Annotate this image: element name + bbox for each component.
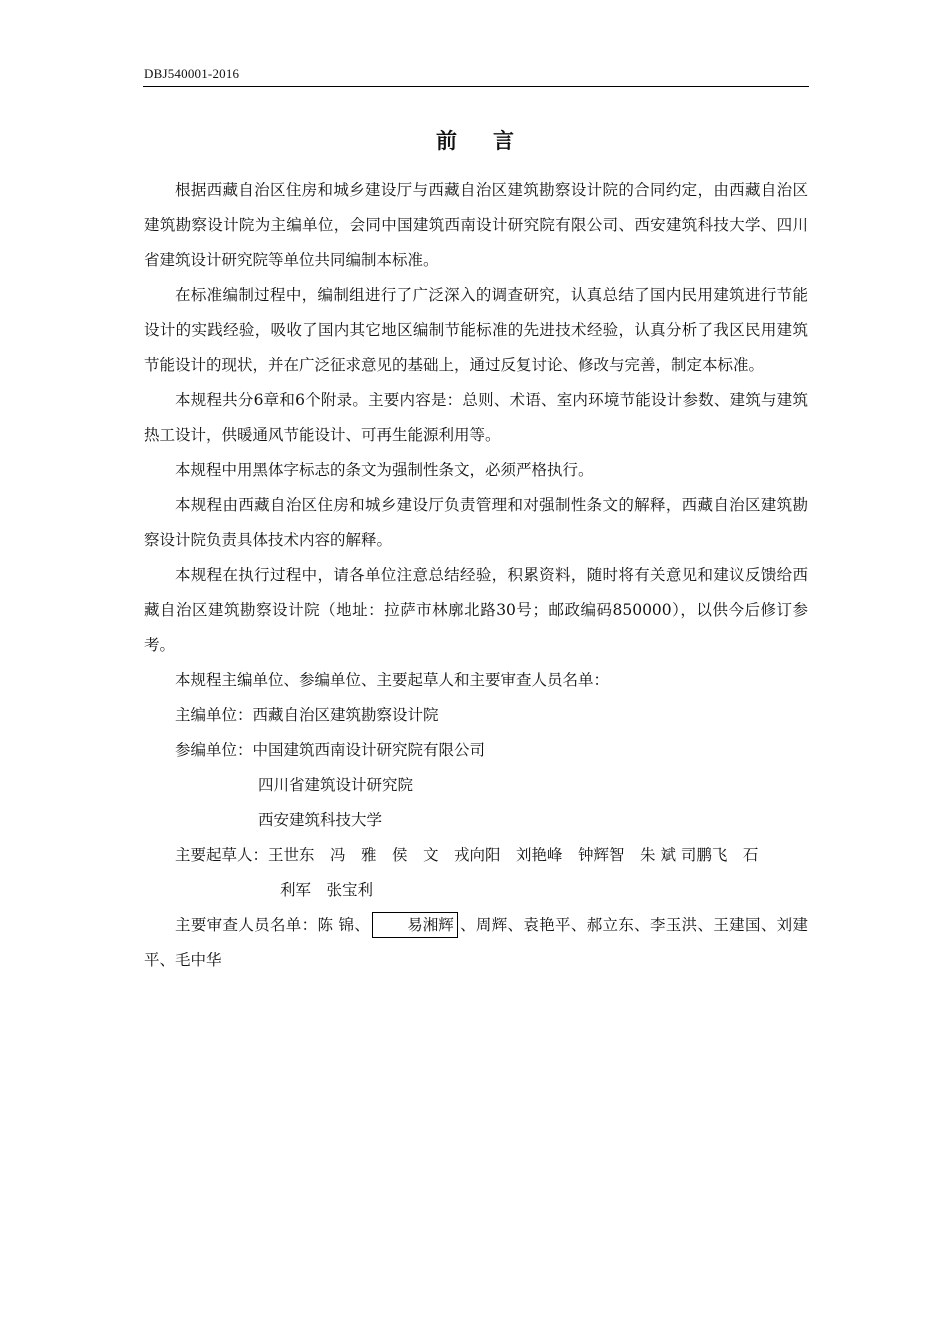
paragraph-contents: 本规程共分6章和6个附录。主要内容是：总则、术语、室内环境节能设计参数、建筑与建筑热工设计，供暖通风节能设计、可再生能源利用等。 [144,391,808,444]
drafters-row [144,838,808,873]
paragraph-list-intro: 本规程主编单位、参编单位、主要起草人和主要审查人员名单： [175,671,610,689]
reviewers-names-before: 陈 锦、 [317,916,371,934]
paragraph-feedback: 本规程在执行过程中，请各单位注意总结经验，积累资料，随时将有关意见和建议反馈给西藏自治区建筑勘察设计院（地址：拉萨市林廓北路30号；邮政编码850000），以供今后修订参考。 [144,566,808,654]
reviewer-boxed-name: 易湘辉 [372,912,458,938]
drafters-names-line1: 王世东 冯 雅 侯 文 戎向阳 刘艳峰 钟辉智 朱 斌 司鹏飞 石 [268,846,759,864]
reviewers-label: 主要审查人员名单： [175,916,318,934]
header-rule [143,86,809,87]
participating-unit: 四川省建筑设计研究院 [258,776,414,794]
paragraph-contract: 根据西藏自治区住房和城乡建设厅与西藏自治区建筑勘察设计院的合同约定，由西藏自治区建筑勘察设计院为主编单位，会同中国建筑西南设计研究院有限公司、西安建筑科技大学、四川省建筑设计研究院等单位共同编制本标准。 [144,181,808,269]
participating-unit-row [144,768,808,803]
drafters-label: 主要起草人： [175,846,269,864]
chief-unit-label: 主编单位： [175,706,253,724]
participating-units-row [144,733,808,768]
participating-unit-row [144,803,808,838]
preface-body [144,173,808,978]
paragraph-mandatory: 本规程中用黑体字标志的条文为强制性条文，必须严格执行。 [175,461,594,479]
document-code: DBJ540001-2016 [144,66,240,81]
page-title: 前言 [436,128,550,153]
chief-unit-value: 西藏自治区建筑勘察设计院 [252,706,439,724]
reviewers-names-after: 、周辉、袁艳平、郝立东、李玉洪、王建国、刘建平、毛中华 [144,916,808,969]
paragraph-management: 本规程由西藏自治区住房和城乡建设厅负责管理和对强制性条文的解释，西藏自治区建筑勘察设计院负责具体技术内容的解释。 [144,496,808,549]
reviewers-paragraph [144,908,808,978]
chief-unit-row [144,698,808,733]
paragraph-process: 在标准编制过程中，编制组进行了广泛深入的调查研究，认真总结了国内民用建筑进行节能设计的实践经验，吸收了国内其它地区编制节能标准的先进技术经验，认真分析了我区民用建筑节能设计的现状，并在广泛征求意见的基础上，通过反复讨论、修改与完善，制定本标准。 [144,286,808,374]
participating-unit: 中国建筑西南设计研究院有限公司 [252,741,486,759]
participating-unit: 西安建筑科技大学 [258,811,383,829]
drafters-names-line2: 利军 张宝利 [280,881,374,899]
drafters-row-continued [144,873,808,908]
participating-units-label: 参编单位： [175,741,253,759]
